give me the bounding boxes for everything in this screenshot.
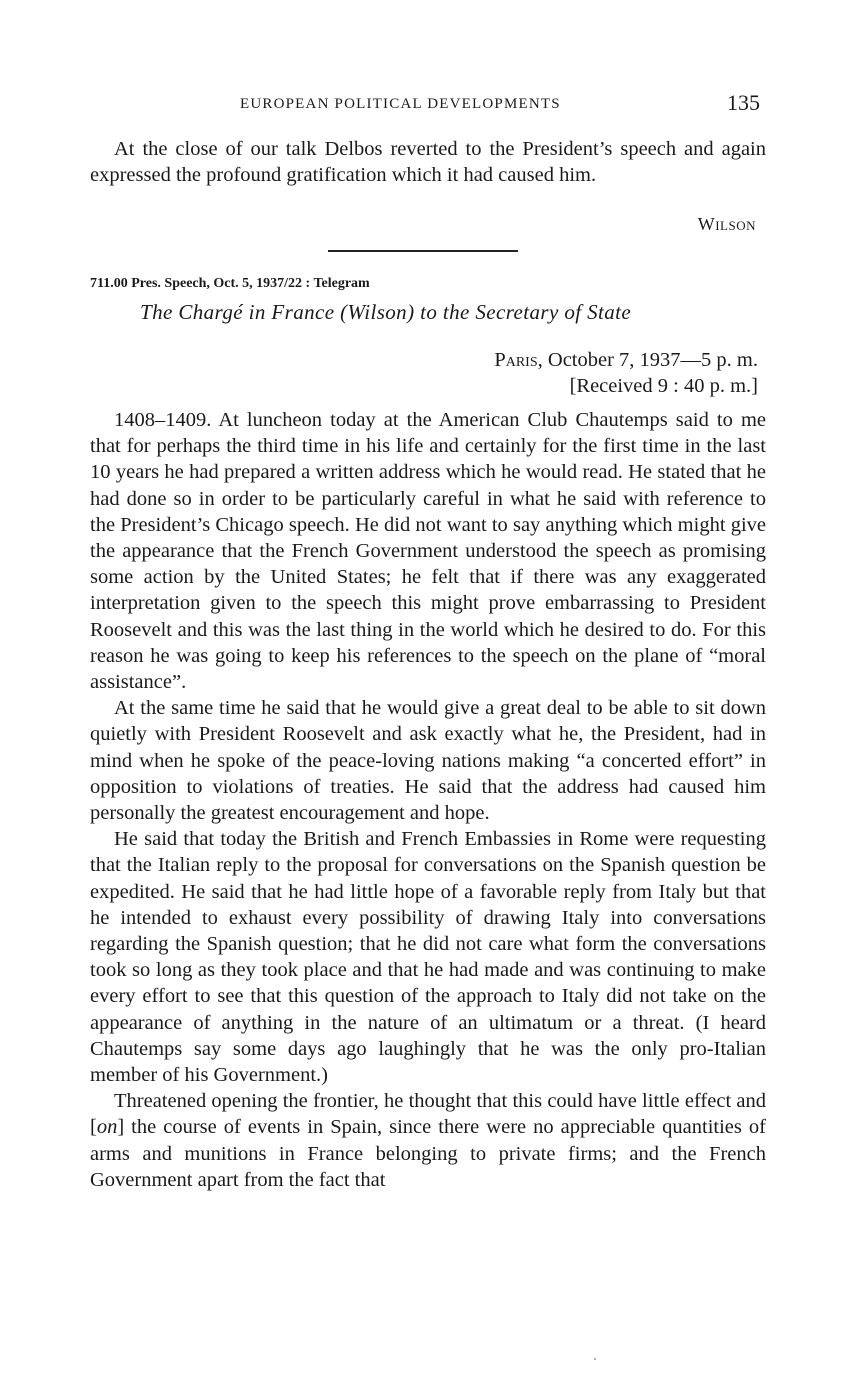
- body-paragraph-3: He said that today the British and French Embassies in Rome were requesting that the Italian reply to the proposal for conversations on the Spanish question be expedited. He said that he had little hope of a favorable reply from Italy but that he intended to exhaust every possibility of drawing Italy into conversations regarding the Spanish question; that he did not care what form the conversations took so long as they took place and that he had made and was continuing to make every effort to see that this question of the approach to Italy did not take on the appearance of anything in the nature of an ultimatum or a threat. (I heard Chautemps say some days ago laughingly that he was the only pro-Italian member of his Government.): [90, 828, 766, 1087]
- received-time: [Received 9 : 40 p. m.]: [569, 375, 758, 397]
- title-name: Wilson: [347, 300, 408, 324]
- paragraph-4-part-1: Threatened opening the frontier, he thought that this could have little effect and [: [90, 1090, 766, 1139]
- running-header: [90, 92, 766, 118]
- dateline: [494, 347, 758, 399]
- document-title: [140, 300, 631, 325]
- dateline-date: , October 7, 1937—5 p. m.: [537, 349, 758, 371]
- title-part-2: ) to the Secretary of State: [407, 300, 632, 324]
- dateline-line: [494, 347, 758, 373]
- section-divider: [328, 250, 518, 252]
- editorial-insertion: on: [96, 1116, 118, 1139]
- dateline-place: Paris: [494, 349, 538, 371]
- scan-speck: [594, 1358, 596, 1360]
- body-paragraph-2: At the same time he said that he would give a great deal to be able to sit down quietly with President Roosevelt and ask exactly what he, the President, had in mind when he spoke of the peace-loving nations making “a concerted effort” in opposition to violations of treaties. He said that the address had caused him personally the greatest encouragement and hope.: [90, 697, 766, 825]
- signature: Wilson: [697, 214, 756, 234]
- file-reference: 711.00 Pres. Speech, Oct. 5, 1937/22 : Telegram: [90, 276, 370, 291]
- opening-paragraph: At the close of our talk Delbos reverted to the President’s speech and again expressed the profound gratification which it had caused him.: [90, 138, 766, 187]
- telegram-body: [90, 407, 766, 1193]
- running-title: EUROPEAN POLITICAL DEVELOPMENTS: [240, 96, 561, 112]
- title-part-1: The Chargé in France (: [140, 300, 348, 324]
- page-number: 135: [727, 90, 760, 115]
- paragraph-4-part-2: ] the course of events in Spain, since there were no appreciable quantities of arms and munitions in France belonging to private firms; and the French Government apart from the fact that: [90, 1116, 766, 1191]
- body-paragraph-4: [90, 1088, 766, 1193]
- opening-block: [90, 136, 766, 188]
- body-paragraph-1: 1408–1409. At luncheon today at the American Club Chautemps said to me that for perhaps the third time in his life and certainly for the first time in the last 10 years he had prepared a written address which he would read. He stated that he had done so in order to be particularly careful in what he said with reference to the President’s Chicago speech. He did not want to say anything which might give the appearance that the French Government understood the speech as promising some action by the United States; he felt that if there was any exaggerated interpretation given to the speech this might prove embarrassing to President Roosevelt and this was the last thing in the world which he desired to do. For this reason he was going to keep his references to the speech on the plane of “moral assistance”.: [90, 409, 766, 694]
